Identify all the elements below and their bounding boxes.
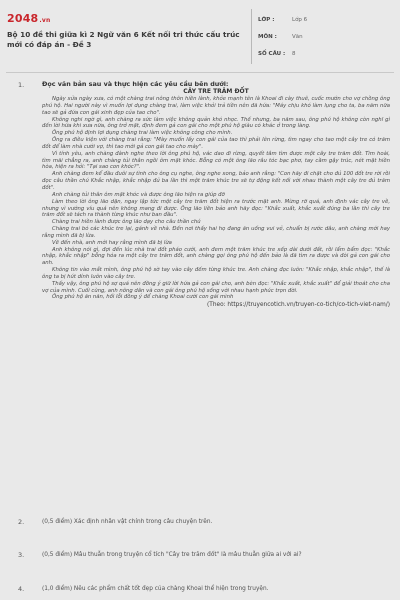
question-4-number: 4. [18, 585, 25, 593]
passage-paragraph: Ông ra điều kiện với chàng trai rằng: "Mày muốn lấy con gái của tao thì phải lên rừng, tìm ngay cho tao một cây tre có trăm đốt để làm nhà cưới vợ, thì tao mới gả con gái tao cho mày". [42, 137, 390, 150]
question-1-prompt: Đọc văn bản sau và thực hiện các yêu cầu bên dưới: [42, 80, 229, 88]
question-4-text: (1,0 điểm) Nêu các phẩm chất tốt đẹp của chàng Khoai thể hiện trong truyện. [42, 586, 269, 592]
passage-paragraph: Chàng trai hiền lành được ông lão dạy cho câu thần chú [52, 219, 201, 226]
question-3-text: (0,5 điểm) Mâu thuẫn trong truyện cổ tích "Cây tre trăm đốt" là mâu thuẫn giữa ai với ai? [42, 552, 302, 558]
passage-paragraph: Làm theo lời ông lão dặn, ngay lập tức một cây tre trăm đốt hiện ra trước mặt anh. Mừng rỡ quá, anh định vác cây tre về, nhưng vì vướng víu quá nên không mang đi được. Ông lão liền bảo anh hãy đọc: "Khắc xuất, khắc xuất đúng ba lần thì cây tre trăm đốt sẽ tách ra thành từng khúc như ban đầu". [42, 198, 390, 219]
question-count-label: SỐ CÂU : [258, 51, 286, 57]
passage-paragraph: Ông phú hộ ăn năn, hối lỗi đồng ý để chàng Khoai cưới con gái mình [52, 294, 234, 301]
passage-source: (Theo: https://truyencotich.vn/truyen-co-tich/co-tich-viet-nam/) [207, 302, 390, 309]
info-class-row [258, 13, 307, 27]
passage-paragraph: Vì tính yêu, anh chàng đành nghe theo lời ông phú hộ, vác dao đi rừng, quyết tâm tìm được một cây tre trăm đốt. Tìm hoài, tìm mãi chẳng ra, anh chàng tủi thân ngồi ôm mặt khóc. Bỗng có một ông lão râu tóc bạc phơ, tay cầm gậy trúc, nét mặt hiền hòa, hiện ra hỏi: "Tại sao con khóc?". [42, 150, 390, 171]
passage-title: CÂY TRE TRĂM ĐỐT [183, 88, 249, 95]
page-header [0, 0, 400, 64]
site-logo[interactable]: 2048.vn [7, 12, 51, 25]
question-2-number: 2. [18, 518, 25, 526]
class-label: LỚP : [258, 17, 275, 23]
question-1-number: 1. [18, 81, 25, 89]
info-count-row [258, 47, 296, 61]
subject-label: MÔN : [258, 34, 277, 40]
passage-paragraph: Về đến nhà, anh mới hay rằng mình đã bị lừa [52, 239, 172, 246]
reading-passage [42, 80, 390, 309]
exam-info-box [251, 9, 397, 64]
header-divider [6, 72, 394, 73]
passage-paragraph: Thấy vậy, ông phú hộ sợ quá nên đồng ý giữ lời hứa gả con gái cho, anh bèn đọc: "Khắc xuất, khắc xuất" để giải thoát cho cha vợ của mình. Cuối cùng, anh nông dân và con gái ông phú hộ sống với nhau hạnh phúc trọn đời. [42, 280, 390, 294]
passage-paragraph: Chàng trai bó các khúc tre lại, gánh về nhà. Đến nơi thấy hai họ đang ăn uống vui vẻ, chuẩn bị rước dâu, anh chàng mới hay rằng mình đã bị lừa. [42, 226, 390, 239]
passage-paragraph: Không tin vào mắt mình, ông phú hộ sờ tay vào cây đếm từng khúc tre. Anh chàng đọc luôn: "Khắc nhập, khắc nhập", thế là ông ta bị hút dính luôn vào cây tre. [42, 267, 390, 280]
class-value: Lớp 6 [292, 17, 308, 23]
passage-paragraph: Anh chàng tủi thân ôm mặt khóc và được ông lão hiện ra giúp đỡ [52, 191, 225, 198]
passage-paragraph: Ông phú hộ định lợi dụng chàng trai làm việc không công cho mình. [52, 130, 233, 137]
question-3-number: 3. [18, 551, 25, 559]
question-count-value: 8 [292, 51, 296, 57]
question-2-text: (0,5 điểm) Xác định nhân vật chính trong câu chuyện trên. [42, 519, 213, 525]
subject-value: Văn [292, 34, 303, 40]
info-subject-row [258, 30, 303, 44]
passage-paragraph: Không nghi ngờ gì, anh chàng ra sức làm việc không quản khó nhọc. Thế nhưng, ba năm sau, ông phú hộ không còn nghĩ gì đến lời hứa khi xưa nữa, ông trở mặt, định đem gả con gái cho một phú hộ giàu có khác ở trong làng. [42, 116, 390, 130]
passage-paragraph: Anh chàng đem kể đầu đuôi sự tình cho ông cụ nghe, ông nghe xong, bảo anh rằng: "Con hãy đi chặt cho đủ 100 đốt tre rời rồi đọc câu thần chú Khắc nhập, khắc nhập đủ ba lần thì một trăm khúc tre sẽ tự động kết nối với nhau thành một cây tre đủ trăm đốt". [42, 171, 390, 191]
document-title: Bộ 10 đề thi giữa kì 2 Ngữ văn 6 Kết nối tri thức cấu trúc mới có đáp án - Đề 3 [7, 30, 240, 49]
passage-paragraph: Ngày xửa ngày xưa, có một chàng trai nông thôn hiền lành, khỏe mạnh tên là Khoai đi cày thuê, cuốc mướn cho vợ chồng ông phú hộ. Hai người này vì muốn lợi dụng chàng trai, làm việc khỏi trả tiền nên đã hứa: "Máy chịu khó làm lụng cho ta, ba năm nữa tao sẽ gả đứa con gái xinh đẹp của tao cho". [42, 96, 390, 116]
passage-paragraph: Anh không nói gì, đợi đến lúc nhà trai đốt pháo cưới, anh đem một trăm khúc tre xếp dài dưới đất, rồi lẩm bẩm đọc: "Khắc nhập, khắc nhập" bỗng hóa ra một cây tre trăm đốt, anh chàng gọi ông phú hộ đến bảo là đã tìm ra được và đòi gả con gái cho anh. [42, 246, 390, 267]
